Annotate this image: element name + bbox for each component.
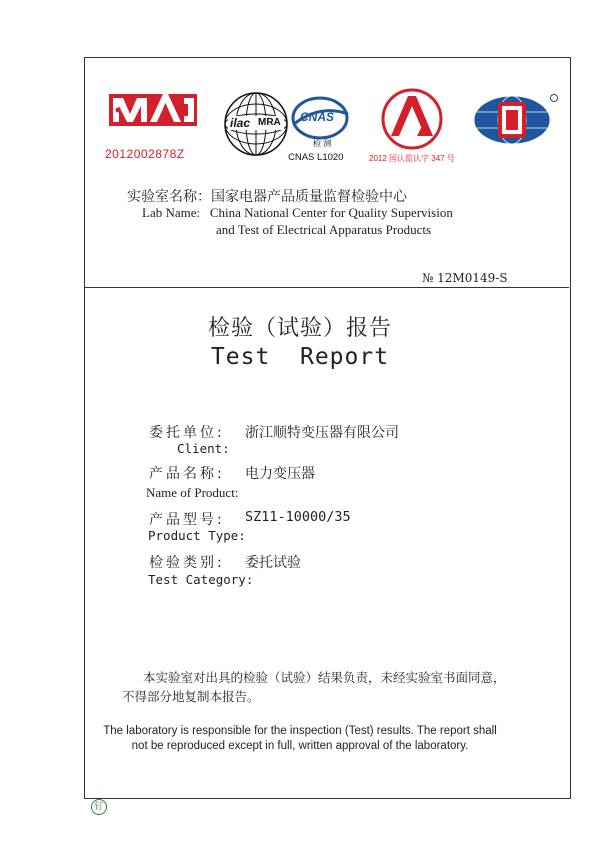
ilac-mra-logo <box>222 90 292 160</box>
product-type-label-en: Product Type: <box>148 528 246 543</box>
client-label-cn: 委托单位: <box>149 425 225 441</box>
cnas-logo <box>290 94 360 164</box>
notice-cn-line1: 本实验室对出具的检验（试验）结果负责，未经实验室书面同意， <box>143 670 506 685</box>
lab-name-en-line2: and Test of Electrical Apparatus Products <box>216 222 432 237</box>
lab-name-en-line1: Lab Name: China National Center for Quality Supervision <box>142 205 453 220</box>
notice-en-line2: not be reproduced except in full, written approval of the laboratory. <box>131 740 469 752</box>
cal-icon <box>379 88 445 150</box>
test-category-value: 委托试验 <box>245 555 301 571</box>
report-title-cn: 检验（试验）报告 <box>207 316 392 341</box>
cma-icon <box>108 88 198 130</box>
cnas-inner-label: CNAS <box>300 110 335 124</box>
product-name-value: 电力变压器 <box>245 466 315 482</box>
notice-en-line1: The laboratory is responsible for the inspection (Test) results. The report shall <box>103 725 497 737</box>
ilac-label: ilac <box>230 116 251 130</box>
cma-logo <box>105 88 198 161</box>
report-number: № 12M0149-S <box>422 271 508 285</box>
cqc-logo <box>470 92 562 152</box>
product-name-label-en: Name of Product: <box>146 485 239 500</box>
accreditation-logos <box>0 82 600 172</box>
cqc-globe-icon <box>470 92 558 148</box>
client-value: 浙江顺特变压器有限公司 <box>245 425 399 441</box>
binding-seal-icon: 钉 <box>91 799 107 815</box>
cma-caption: 2012002878Z <box>105 147 185 161</box>
cal-logo <box>369 88 465 168</box>
product-name-label-cn: 产品名称: <box>149 466 225 482</box>
notice-cn-line2: 不得部分地复制本报告。 <box>122 689 260 704</box>
report-title-en: Test Report <box>210 344 390 370</box>
cal-caption: 2012 国认监认字 347 号 <box>369 154 455 163</box>
client-label-en: Client: <box>177 441 230 456</box>
product-type-value: SZ11-10000/35 <box>245 509 351 525</box>
product-type-label-cn: 产品型号: <box>149 512 225 528</box>
cnas-caption: CNAS L1020 <box>288 152 344 163</box>
test-category-label-cn: 检验类别: <box>149 555 225 571</box>
lab-name-cn: 实验室名称：国家电器产品质量监督检验中心 <box>127 189 407 205</box>
header-divider <box>84 287 569 288</box>
mra-label: MRA <box>258 117 281 128</box>
cnas-sub-label: 检 测 <box>313 139 332 148</box>
test-category-label-en: Test Category: <box>148 572 254 587</box>
